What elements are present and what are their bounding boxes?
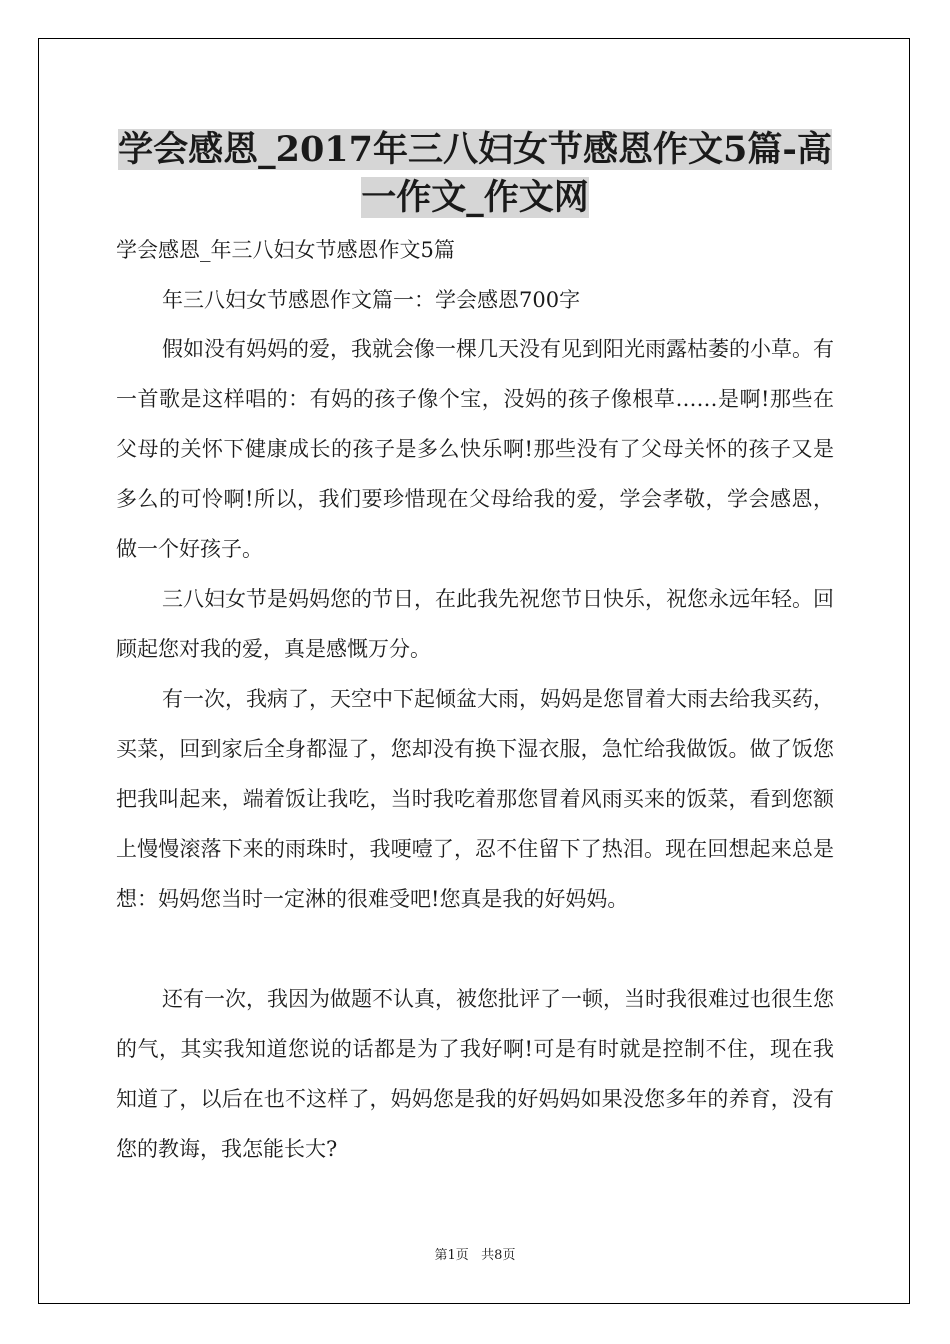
page-number-footer: 第1页 共8页	[434, 1248, 516, 1263]
paragraph-3: 有一次，我病了，天空中下起倾盆大雨，妈妈是您冒着大雨去给我买药，买菜，回到家后全身都湿了，您却没有换下湿衣服，急忙给我做饭。做了饭您把我叫起来，端着饭让我吃，当时我吃着那您冒着风雨买来的饭菜，看到您额上慢慢滚落下来的雨珠时，我哽噎了，忍不住留下了热泪。现在回想起来总是想：妈妈您当时一定淋的很难受吧!您真是我的好妈妈。	[116, 687, 834, 911]
paragraph-4: 还有一次，我因为做题不认真，被您批评了一顿，当时我很难过也很生您的气，其实我知道您说的话都是为了我好啊!可是有时就是控制不住，现在我知道了，以后在也不这样了，妈妈您是我的好妈妈如果没您多年的养育，没有您的教诲，我怎能长大?	[116, 987, 834, 1161]
essay-heading: 年三八妇女节感恩作文篇一：学会感恩700字	[162, 288, 581, 312]
title-line-2: 一作文_作文网	[361, 177, 589, 218]
document-title	[60, 126, 890, 222]
paragraph-2: 三八妇女节是妈妈您的节日，在此我先祝您节日快乐，祝您永远年轻。回顾起您对我的爱，真是感慨万分。	[116, 587, 834, 661]
title-line-1: 学会感恩_2017年三八妇女节感恩作文5篇-高	[118, 129, 832, 170]
paragraph-1: 假如没有妈妈的爱，我就会像一棵几天没有见到阳光雨露枯萎的小草。有一首歌是这样唱的：有妈的孩子像个宝，没妈的孩子像根草……是啊!那些在父母的关怀下健康成长的孩子是多么快乐啊!那些没有了父母关怀的孩子又是多么的可怜啊!所以，我们要珍惜现在父母给我的爱，学会孝敬，学会感恩，做一个好孩子。	[116, 337, 834, 561]
document-subtitle: 学会感恩_年三八妇女节感恩作文5篇	[116, 238, 455, 262]
